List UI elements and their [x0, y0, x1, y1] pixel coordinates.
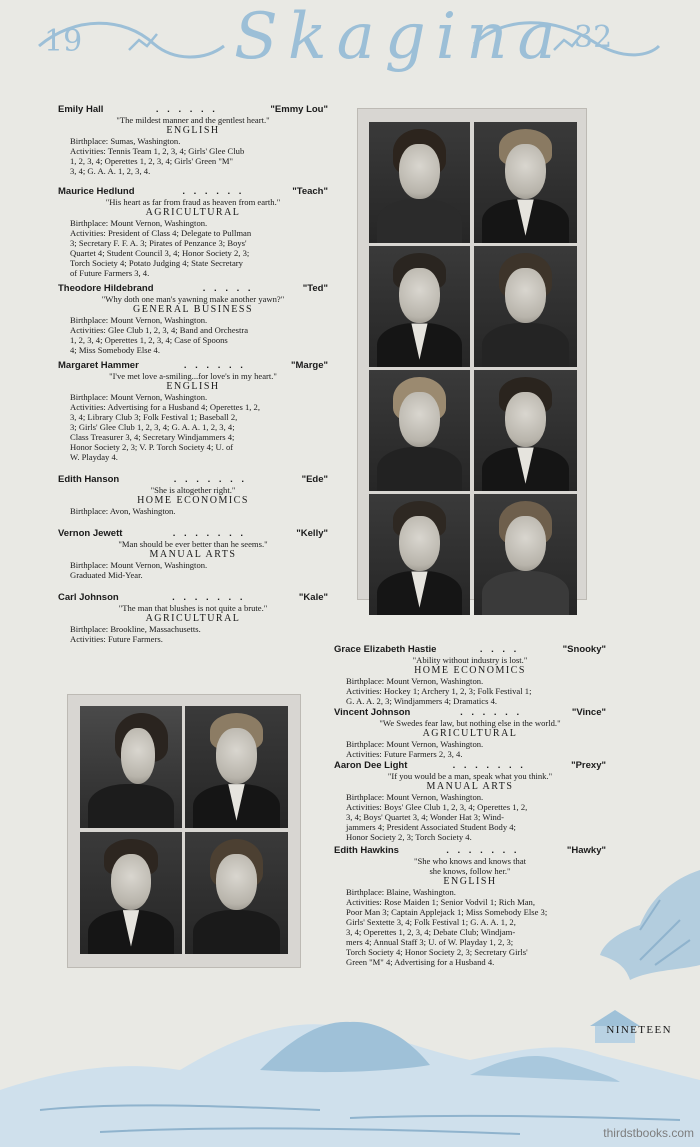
student-nickname: "Teach": [292, 186, 328, 197]
student-name: Grace Elizabeth Hastie: [334, 644, 437, 655]
detail-line: Torch Society 4; Potato Judging 4; State Secretary: [70, 258, 243, 268]
detail-line: 3, 4; Boys' Quartet 3, 4; Wonder Hat 3; Wind-: [346, 812, 504, 822]
yearbook-title: Skagina: [234, 0, 566, 74]
portrait-vincent-johnson: [80, 706, 182, 828]
detail-line: Poor Man 3; Captain Applejack 1; Miss Somebody Else 3;: [346, 907, 548, 917]
student-course: HOME ECONOMICS: [137, 495, 249, 506]
portrait-aaron-light: [185, 706, 288, 828]
detail-line: Activities: Advertising for a Husband 4; Operettes 1, 2,: [70, 402, 260, 412]
detail-line: of Future Farmers 3, 4.: [70, 268, 150, 278]
detail-line: Quartet 4; Student Council 3, 4; Honor Society 2, 3;: [70, 248, 250, 258]
header-banner: [34, 0, 664, 76]
detail-line: 4; Miss Somebody Else 4.: [70, 345, 160, 355]
detail-line: Activities: Rose Maiden 1; Senior Vodvil 1; Rich Man,: [346, 897, 535, 907]
detail-line: 3, 4; Operettes 1, 2, 3, 4; Debate Club; Windjam-: [346, 927, 516, 937]
detail-line: Activities: Boys' Glee Club 1, 2, 3, 4; Operettes 1, 2,: [346, 802, 528, 812]
student-course: ENGLISH: [443, 876, 497, 887]
detail-line: Graduated Mid-Year.: [70, 570, 143, 580]
student-quote: "His heart as far from fraud as heaven from earth.": [105, 197, 281, 207]
detail-line: Torch Society 4; Honor Society 2, 3; Secretary Girls': [346, 947, 528, 957]
student-name: Vincent Johnson: [334, 707, 411, 718]
detail-line: Honor Society 2, 3; V. P. Torch Society 4; U. of: [70, 442, 234, 452]
detail-line: Birthplace: Mount Vernon, Washington.: [346, 739, 484, 749]
detail-line: jammers 4; President Associated Student Body 4;: [346, 822, 516, 832]
student-nickname: "Hawky": [566, 845, 606, 856]
detail-line: Birthplace: Mount Vernon, Washington.: [70, 315, 208, 325]
entry-aaron-light: Aaron Dee Light . . . . . . . "Prexy" "If you would be a man, speak what you think." MANUAL ARTS Birthplace: Mount Vernon, Washington. Activities: Boys' Glee Club 1, 2, 3, 4; Operettes 1, 2, 3, 4; Boys' Quartet 3, 4; Wonder Hat 3; Wind- jammers 4; President Associated Student Body 4; Honor Society 2, 3; Torch Society 4.: [334, 760, 606, 842]
student-nickname: "Kale": [298, 592, 328, 603]
portrait-edith-hanson: [369, 370, 470, 491]
student-quote: "Man should be ever better than he seems.": [118, 539, 268, 549]
student-name: Margaret Hammer: [58, 360, 139, 371]
student-nickname: "Prexy": [571, 760, 606, 771]
detail-line: Birthplace: Avon, Washington.: [70, 506, 176, 516]
student-nickname: "Marge": [291, 360, 328, 371]
student-quote: "If you would be a man, speak what you think.": [387, 771, 553, 781]
detail-line: Activities: Tennis Team 1, 2, 3, 4; Girls' Glee Club: [70, 146, 245, 156]
detail-line: G. A. A. 2, 3; Windjammers 4; Dramatics 4.: [346, 696, 498, 706]
student-nickname: "Snooky": [562, 644, 606, 655]
year-right: 32: [574, 20, 613, 55]
student-course: AGRICULTURAL: [422, 728, 518, 739]
detail-line: Birthplace: Mount Vernon, Washington.: [70, 392, 208, 402]
entry-margaret-hammer: Margaret Hammer . . . . . . "Marge" "I've met love a-smiling...for love's in my heart." ENGLISH Birthplace: Mount Vernon, Washington. Activities: Advertising for a Husband 4; Operettes 1, 2, 3, 4; Library Club 3; Folk Festival 1; Baseball 2, 3; Girls' Glee Club 1, 2, 3, 4; G. A. A. 1, 2, 3, 4; Class Treasurer 3, 4; Secretary Windjammers 4; Honor Society 2, 3; V. P. Torch Society 4; U. of W. Playday 4.: [58, 360, 328, 462]
student-course: MANUAL ARTS: [149, 549, 237, 560]
student-nickname: "Ted": [302, 283, 328, 294]
entry-edith-hawkins: Edith Hawkins . . . . . . . "Hawky" "She who knows and knows that she knows, follow her." ENGLISH Birthplace: Blaine, Washington. Activities: Rose Maiden 1; Senior Vodvil 1; Rich Man, Poor Man 3; Captain Applejack 1; Miss Somebody Else 3; Girls' Sextette 3, 4; Folk Festival 1; G. A. A. 1, 2, 3, 4; Operettes 1, 2, 3, 4; Debate Club; Windjam- mers 4; Annual Staff 3; U. of W. Playday 1, 2, 3; Torch Society 4; Honor Society 2, 3; Secretary Girls' Green "M" 4; Advertising for a Husband 4.: [334, 845, 606, 967]
student-quote: "Ability without industry is lost.": [412, 655, 528, 665]
detail-line: W. Playday 4.: [70, 452, 118, 462]
detail-line: Birthplace: Blaine, Washington.: [346, 887, 456, 897]
portrait-carl-johnson: [369, 494, 470, 615]
detail-line: Activities: Future Farmers 2, 3, 4.: [346, 749, 463, 759]
student-name: Vernon Jewett: [58, 528, 123, 539]
detail-line: Birthplace: Brookline, Massachusetts.: [70, 624, 201, 634]
entry-grace-hastie: Grace Elizabeth Hastie . . . . "Snooky" "Ability without industry is lost." HOME ECONOMICS Birthplace: Mount Vernon, Washington. Activities: Hockey 1; Archery 1, 2, 3; Folk Festival 1; G. A. A. 2, 3; Windjammers 4; Dramatics 4.: [334, 644, 606, 706]
student-name: Maurice Hedlund: [58, 186, 135, 197]
student-quote: "We Swedes fear law, but nothing else in the world.": [379, 718, 561, 728]
student-name: Carl Johnson: [58, 592, 119, 603]
detail-line: Birthplace: Mount Vernon, Washington.: [346, 676, 484, 686]
student-name: Edith Hawkins: [334, 845, 399, 856]
detail-line: 1, 2, 3, 4; Operettes 1, 2, 3, 4; Girls' Green "M": [70, 156, 233, 166]
detail-line: Green "M" 4; Advertising for a Husband 4.: [346, 957, 495, 967]
student-quote: "The mildest manner and the gentlest heart.": [116, 115, 270, 125]
student-course: AGRICULTURAL: [145, 613, 241, 624]
student-course: ENGLISH: [166, 125, 220, 136]
entry-theodore-hildebrand: Theodore Hildebrand . . . . . "Ted" "Why doth one man's yawning make another yawn?" GENERAL BUSINESS Birthplace: Mount Vernon, Washington. Activities: Glee Club 1, 2, 3, 4; Band and Orchestra 1, 2, 3, 4; Operettes 1, 2, 3, 4; Case of Spoons 4; Miss Somebody Else 4.: [58, 283, 328, 355]
portrait-maurice-hedlund: [474, 122, 577, 243]
detail-line: Honor Society 2, 3; Torch Society 4.: [346, 832, 472, 842]
portrait-margaret-hammer: [474, 246, 577, 367]
student-quote-continued: she knows, follow her.": [429, 866, 511, 876]
entry-emily-hall: Emily Hall . . . . . . "Emmy Lou" "The mildest manner and the gentlest heart." ENGLISH Birthplace: Sumas, Washington. Activities: Tennis Team 1, 2, 3, 4; Girls' Glee Club 1, 2, 3, 4; Operettes 1, 2, 3, 4; Girls' Green "M" 3, 4; G. A. A. 1, 2, 3, 4.: [58, 104, 328, 176]
detail-line: 1, 2, 3, 4; Operettes 1, 2, 3, 4; Case of Spoons: [70, 335, 228, 345]
landscape-illustration: [0, 870, 700, 1147]
student-name: Emily Hall: [58, 104, 104, 115]
detail-line: Activities: Future Farmers.: [70, 634, 163, 644]
watermark: thirdstbooks.com: [603, 1126, 694, 1140]
detail-line: mers 4; Annual Staff 3; U. of W. Playday 1, 2, 3;: [346, 937, 514, 947]
detail-line: 3; Girls' Glee Club 1, 2, 3, 4; G. A. A. 1, 2, 3, 4;: [70, 422, 235, 432]
student-nickname: "Kelly": [296, 528, 328, 539]
student-name: Theodore Hildebrand: [58, 283, 154, 294]
page-number: NINETEEN: [606, 1024, 672, 1036]
portrait-grace-hastie: [474, 494, 577, 615]
entry-vernon-jewett: Vernon Jewett . . . . . . . "Kelly" "Man should be ever better than he seems." MANUAL ARTS Birthplace: Mount Vernon, Washington. Graduated Mid-Year.: [58, 528, 328, 580]
student-nickname: "Emmy Lou": [270, 104, 328, 115]
detail-line: Activities: Glee Club 1, 2, 3, 4; Band and Orchestra: [70, 325, 249, 335]
student-name: Aaron Dee Light: [334, 760, 408, 771]
portrait-vernon-jewett: [474, 370, 577, 491]
detail-line: Birthplace: Mount Vernon, Washington.: [70, 218, 208, 228]
detail-line: Birthplace: Mount Vernon, Washington.: [346, 792, 484, 802]
student-course: HOME ECONOMICS: [414, 665, 526, 676]
detail-line: 3, 4; G. A. A. 1, 2, 3, 4.: [70, 166, 151, 176]
student-course: GENERAL BUSINESS: [132, 304, 254, 315]
detail-line: Class Treasurer 3, 4; Secretary Windjammers 4;: [70, 432, 235, 442]
detail-line: 3, 4; Library Club 3; Folk Festival 1; Baseball 2,: [70, 412, 238, 422]
detail-line: Birthplace: Mount Vernon, Washington.: [70, 560, 208, 570]
portrait-theodore-hildebrand: [369, 246, 470, 367]
student-course: ENGLISH: [166, 381, 220, 392]
student-nickname: "Vince": [571, 707, 606, 718]
entry-carl-johnson: Carl Johnson . . . . . . . "Kale" "The man that blushes is not quite a brute." AGRICULTURAL Birthplace: Brookline, Massachusetts. Activities: Future Farmers.: [58, 592, 328, 644]
student-quote: "I've met love a-smiling...for love's in my heart.": [109, 371, 277, 381]
student-course: AGRICULTURAL: [145, 207, 241, 218]
student-quote: "She is altogether right.": [150, 485, 236, 495]
portrait-emily-hall: [369, 122, 470, 243]
student-quote: "She who knows and knows that: [413, 856, 527, 866]
entry-edith-hanson: Edith Hanson . . . . . . . "Ede" "She is altogether right." HOME ECONOMICS Birthplace: Avon, Washington.: [58, 474, 328, 516]
student-name: Edith Hanson: [58, 474, 120, 485]
year-left: 19: [44, 24, 83, 59]
detail-line: Birthplace: Sumas, Washington.: [70, 136, 181, 146]
detail-line: Girls' Sextette 3, 4; Folk Festival 1; G. A. A. 1, 2,: [346, 917, 516, 927]
detail-line: Activities: President of Class 4; Delegate to Pullman: [70, 228, 252, 238]
student-nickname: "Ede": [301, 474, 328, 485]
student-quote: "Why doth one man's yawning make another yawn?": [101, 294, 285, 304]
entry-vincent-johnson: Vincent Johnson . . . . . . "Vince" "We Swedes fear law, but nothing else in the world." AGRICULTURAL Birthplace: Mount Vernon, Washington. Activities: Future Farmers 2, 3, 4.: [334, 707, 606, 759]
detail-line: 3; Secretary F. F. A. 3; Pirates of Penzance 3; Boys': [70, 238, 247, 248]
entry-maurice-hedlund: Maurice Hedlund . . . . . . "Teach" "His heart as far from fraud as heaven from earth." AGRICULTURAL Birthplace: Mount Vernon, Washington. Activities: President of Class 4; Delegate to Pullman 3; Secretary F. F. A. 3; Pirates of Penzance 3; Boys' Quartet 4; Student Council 3, 4; Honor Society 2, 3; Torch Society 4; Potato Judging 4; State Secretary of Future Farmers 3, 4.: [58, 186, 328, 278]
student-course: MANUAL ARTS: [426, 781, 514, 792]
detail-line: Activities: Hockey 1; Archery 1, 2, 3; Folk Festival 1;: [346, 686, 532, 696]
student-quote: "The man that blushes is not quite a brute.": [118, 603, 268, 613]
